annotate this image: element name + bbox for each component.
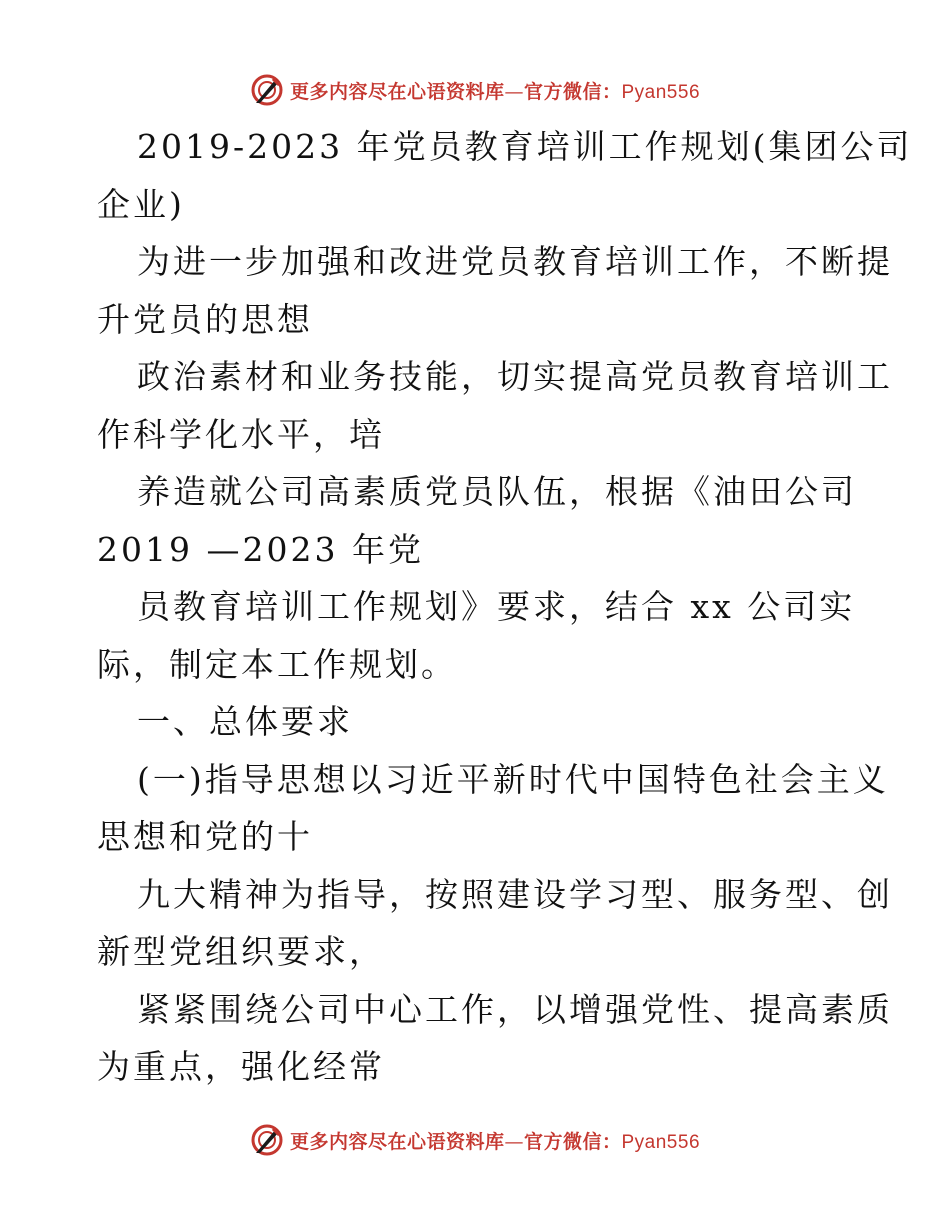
paragraph-line: 2019 —2023 年党 [97, 529, 424, 569]
banner-separator: — [504, 1130, 524, 1153]
banner-text [290, 1127, 700, 1154]
paragraph-line: 政治素材和业务技能，切实提高党员教育培训工 [137, 357, 893, 396]
paragraph-line: 为进一步加强和改进党员教育培训工作，不断提 [137, 242, 893, 281]
document-title-line-2: 企业) [97, 184, 185, 224]
section-heading: 一、总体要求 [137, 702, 353, 741]
paragraph-line: 作科学化水平，培 [97, 414, 385, 454]
banner-wechat-id: Pyan556 [621, 1131, 701, 1153]
banner-wechat-label: 官方微信： [523, 1130, 622, 1153]
paragraph-line: 员教育培训工作规划》要求，结合 xx 公司实 [137, 587, 856, 626]
quill-logo-icon [250, 1123, 284, 1157]
paragraph-line: 新型党组织要求， [97, 932, 385, 971]
subsection-heading: (一)指导思想以习近平新时代中国特色社会主义 [137, 759, 889, 799]
paragraph-line: 思想和党的十 [97, 817, 313, 856]
document-title-line-1: 2019-2023 年党员教育培训工作规划(集团公司 [137, 127, 913, 166]
paragraph-line: 紧紧围绕公司中心工作，以增强党性、提高素质 [137, 989, 893, 1029]
paragraph-line: 为重点，强化经常 [97, 1047, 385, 1086]
banner-site-text: 更多内容尽在心语资料库 [289, 80, 505, 103]
footer-banner [0, 1120, 950, 1160]
paragraph-line: 九大精神为指导，按照建设学习型、服务型、创 [137, 874, 893, 914]
header-banner [0, 70, 950, 110]
quill-logo-icon [250, 73, 284, 107]
paragraph-line: 养造就公司高素质党员队伍，根据《油田公司 [137, 472, 857, 511]
paragraph-line: 际，制定本工作规划。 [97, 644, 457, 684]
document-body [97, 118, 913, 1096]
banner-separator: — [504, 80, 524, 103]
banner-site-text: 更多内容尽在心语资料库 [289, 1130, 505, 1153]
banner-wechat-id: Pyan556 [621, 81, 701, 103]
banner-wechat-label: 官方微信： [523, 80, 622, 103]
banner-text [290, 77, 700, 104]
paragraph-line: 升党员的思想 [97, 299, 313, 339]
